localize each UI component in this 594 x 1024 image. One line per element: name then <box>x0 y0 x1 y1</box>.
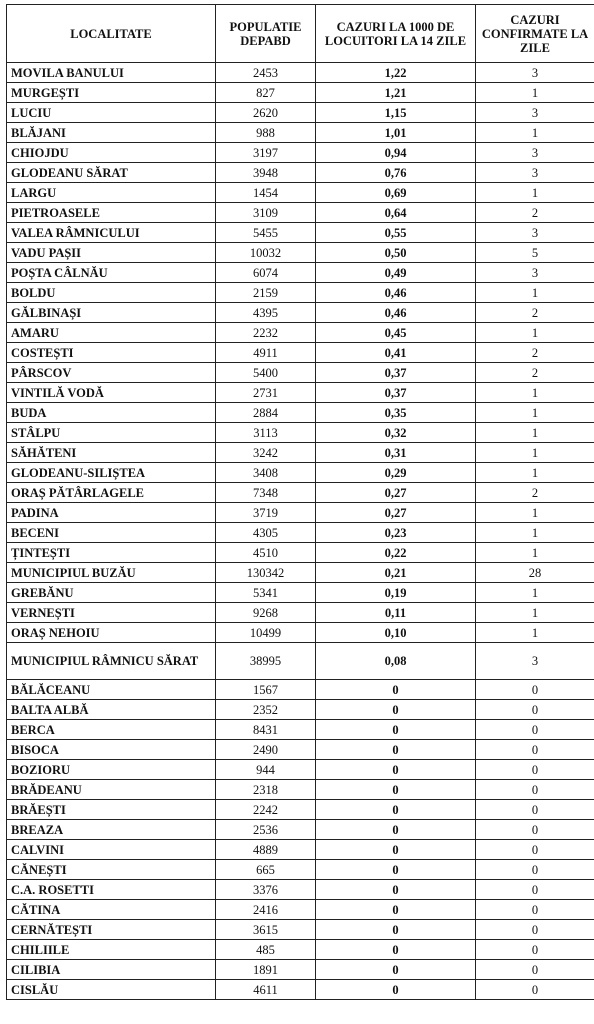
table-row <box>7 163 594 183</box>
cell-populatie: 10032 <box>216 243 316 263</box>
cell-populatie: 3113 <box>216 423 316 443</box>
table-row <box>7 203 594 223</box>
cell-rata: 0,31 <box>316 443 476 463</box>
table-row <box>7 563 594 583</box>
cell-rata: 0,41 <box>316 343 476 363</box>
cell-rata: 0,37 <box>316 363 476 383</box>
table-row <box>7 740 594 760</box>
cell-rata: 0,37 <box>316 383 476 403</box>
cell-populatie: 665 <box>216 860 316 880</box>
table-row <box>7 143 594 163</box>
cell-cazuri: 2 <box>476 343 594 363</box>
cell-localitate: GLODEANU-SILIȘTEA <box>7 463 216 483</box>
table-row <box>7 820 594 840</box>
cell-rata: 0,29 <box>316 463 476 483</box>
cell-cazuri: 3 <box>476 163 594 183</box>
cell-rata: 0,23 <box>316 523 476 543</box>
cell-rata: 0,19 <box>316 583 476 603</box>
cell-localitate: AMARU <box>7 323 216 343</box>
cell-localitate: CHILIILE <box>7 940 216 960</box>
cell-cazuri: 1 <box>476 603 594 623</box>
table-row <box>7 103 594 123</box>
cell-rata: 0,76 <box>316 163 476 183</box>
cell-localitate: GLODEANU SĂRAT <box>7 163 216 183</box>
cell-localitate: GREBĂNU <box>7 583 216 603</box>
cell-cazuri: 0 <box>476 920 594 940</box>
cell-rata: 0,27 <box>316 483 476 503</box>
header-populatie: POPULATIE DEPABD <box>216 5 316 63</box>
cell-cazuri: 0 <box>476 960 594 980</box>
cell-populatie: 130342 <box>216 563 316 583</box>
cell-rata: 0,27 <box>316 503 476 523</box>
cell-populatie: 988 <box>216 123 316 143</box>
header-localitate: LOCALITATE <box>7 5 216 63</box>
cell-cazuri: 0 <box>476 680 594 700</box>
table-row <box>7 700 594 720</box>
cell-cazuri: 1 <box>476 123 594 143</box>
cell-rata: 0,32 <box>316 423 476 443</box>
cell-cazuri: 0 <box>476 840 594 860</box>
cell-populatie: 3376 <box>216 880 316 900</box>
cell-localitate: VADU PAȘII <box>7 243 216 263</box>
cell-localitate: CERNĂTEȘTI <box>7 920 216 940</box>
cell-cazuri: 1 <box>476 423 594 443</box>
table-row <box>7 523 594 543</box>
cell-rata: 0 <box>316 740 476 760</box>
table-row <box>7 720 594 740</box>
cell-localitate: BERCA <box>7 720 216 740</box>
cell-rata: 1,15 <box>316 103 476 123</box>
cell-cazuri: 1 <box>476 83 594 103</box>
cell-localitate: LARGU <box>7 183 216 203</box>
cell-populatie: 5341 <box>216 583 316 603</box>
cell-populatie: 2884 <box>216 403 316 423</box>
table-row <box>7 760 594 780</box>
covid-incidence-table <box>6 4 594 1000</box>
cell-populatie: 3408 <box>216 463 316 483</box>
table-row <box>7 900 594 920</box>
cell-populatie: 4305 <box>216 523 316 543</box>
cell-cazuri: 0 <box>476 720 594 740</box>
cell-cazuri: 2 <box>476 363 594 383</box>
cell-localitate: ORAȘ NEHOIU <box>7 623 216 643</box>
cell-localitate: BĂLĂCEANU <box>7 680 216 700</box>
cell-localitate: VALEA RÂMNICULUI <box>7 223 216 243</box>
cell-rata: 0 <box>316 900 476 920</box>
table-header <box>7 5 594 63</box>
cell-populatie: 5455 <box>216 223 316 243</box>
cell-rata: 0,64 <box>316 203 476 223</box>
cell-rata: 0,94 <box>316 143 476 163</box>
cell-cazuri: 3 <box>476 263 594 283</box>
table-row <box>7 643 594 680</box>
cell-localitate: VINTILĂ VODĂ <box>7 383 216 403</box>
cell-cazuri: 0 <box>476 740 594 760</box>
table-row <box>7 263 594 283</box>
cell-populatie: 944 <box>216 760 316 780</box>
cell-populatie: 4611 <box>216 980 316 1000</box>
cell-populatie: 9268 <box>216 603 316 623</box>
table-row <box>7 583 594 603</box>
cell-rata: 0,35 <box>316 403 476 423</box>
header-rata: CAZURI LA 1000 DE LOCUITORI LA 14 ZILE <box>316 5 476 63</box>
cell-rata: 0 <box>316 780 476 800</box>
cell-rata: 1,22 <box>316 63 476 83</box>
cell-cazuri: 0 <box>476 940 594 960</box>
cell-rata: 0 <box>316 960 476 980</box>
cell-populatie: 1891 <box>216 960 316 980</box>
cell-populatie: 4911 <box>216 343 316 363</box>
cell-rata: 0,49 <box>316 263 476 283</box>
table-row <box>7 343 594 363</box>
cell-populatie: 2490 <box>216 740 316 760</box>
cell-populatie: 827 <box>216 83 316 103</box>
cell-cazuri: 1 <box>476 503 594 523</box>
cell-rata: 0,21 <box>316 563 476 583</box>
cell-localitate: MURGEȘTI <box>7 83 216 103</box>
cell-populatie: 7348 <box>216 483 316 503</box>
cell-cazuri: 1 <box>476 623 594 643</box>
table-row <box>7 483 594 503</box>
cell-rata: 1,21 <box>316 83 476 103</box>
table-row <box>7 183 594 203</box>
cell-cazuri: 2 <box>476 303 594 323</box>
cell-rata: 0,11 <box>316 603 476 623</box>
cell-localitate: CĂTINA <box>7 900 216 920</box>
cell-localitate: CHIOJDU <box>7 143 216 163</box>
table-row <box>7 623 594 643</box>
cell-localitate: C.A. ROSETTI <box>7 880 216 900</box>
table-row <box>7 960 594 980</box>
cell-populatie: 2536 <box>216 820 316 840</box>
cell-localitate: CALVINI <box>7 840 216 860</box>
cell-cazuri: 1 <box>476 403 594 423</box>
cell-rata: 0 <box>316 860 476 880</box>
document-page <box>6 4 594 1000</box>
cell-localitate: BREAZA <box>7 820 216 840</box>
cell-cazuri: 28 <box>476 563 594 583</box>
cell-populatie: 2318 <box>216 780 316 800</box>
cell-populatie: 1567 <box>216 680 316 700</box>
table-row <box>7 840 594 860</box>
table-row <box>7 383 594 403</box>
header-row <box>7 5 594 63</box>
cell-cazuri: 1 <box>476 283 594 303</box>
cell-cazuri: 1 <box>476 583 594 603</box>
cell-cazuri: 0 <box>476 880 594 900</box>
cell-rata: 0,46 <box>316 303 476 323</box>
table-row <box>7 323 594 343</box>
cell-cazuri: 3 <box>476 223 594 243</box>
cell-rata: 0 <box>316 760 476 780</box>
cell-cazuri: 1 <box>476 183 594 203</box>
cell-localitate: MOVILA BANULUI <box>7 63 216 83</box>
cell-populatie: 485 <box>216 940 316 960</box>
cell-populatie: 3242 <box>216 443 316 463</box>
cell-cazuri: 0 <box>476 800 594 820</box>
cell-cazuri: 3 <box>476 103 594 123</box>
cell-localitate: SĂHĂTENI <box>7 443 216 463</box>
table-row <box>7 680 594 700</box>
cell-cazuri: 1 <box>476 383 594 403</box>
cell-populatie: 2453 <box>216 63 316 83</box>
table-row <box>7 603 594 623</box>
cell-rata: 0 <box>316 880 476 900</box>
cell-localitate: STÂLPU <box>7 423 216 443</box>
cell-rata: 0,08 <box>316 643 476 680</box>
cell-localitate: CĂNEȘTI <box>7 860 216 880</box>
cell-localitate: GĂLBINAȘI <box>7 303 216 323</box>
table-row <box>7 980 594 1000</box>
cell-populatie: 3719 <box>216 503 316 523</box>
cell-rata: 0,50 <box>316 243 476 263</box>
cell-rata: 0,46 <box>316 283 476 303</box>
cell-populatie: 4510 <box>216 543 316 563</box>
cell-localitate: BUDA <box>7 403 216 423</box>
cell-cazuri: 2 <box>476 203 594 223</box>
cell-populatie: 2159 <box>216 283 316 303</box>
table-row <box>7 443 594 463</box>
table-row <box>7 303 594 323</box>
table-row <box>7 243 594 263</box>
cell-localitate: BECENI <box>7 523 216 543</box>
cell-populatie: 3948 <box>216 163 316 183</box>
cell-cazuri: 0 <box>476 760 594 780</box>
cell-rata: 0,10 <box>316 623 476 643</box>
cell-rata: 0 <box>316 840 476 860</box>
cell-rata: 0,22 <box>316 543 476 563</box>
cell-localitate: BISOCA <box>7 740 216 760</box>
cell-cazuri: 1 <box>476 323 594 343</box>
cell-localitate: PIETROASELE <box>7 203 216 223</box>
cell-localitate: PÂRSCOV <box>7 363 216 383</box>
cell-cazuri: 1 <box>476 523 594 543</box>
cell-localitate: COSTEȘTI <box>7 343 216 363</box>
header-cazuri: CAZURI CONFIRMATE LA ZILE <box>476 5 594 63</box>
cell-localitate: BOZIORU <box>7 760 216 780</box>
cell-rata: 0 <box>316 940 476 960</box>
cell-cazuri: 1 <box>476 543 594 563</box>
table-body <box>7 63 594 1000</box>
cell-populatie: 2232 <box>216 323 316 343</box>
cell-populatie: 38995 <box>216 643 316 680</box>
cell-populatie: 2352 <box>216 700 316 720</box>
cell-cazuri: 3 <box>476 63 594 83</box>
table-row <box>7 780 594 800</box>
cell-localitate: PADINA <box>7 503 216 523</box>
cell-rata: 0 <box>316 820 476 840</box>
cell-populatie: 8431 <box>216 720 316 740</box>
cell-cazuri: 0 <box>476 700 594 720</box>
table-row <box>7 463 594 483</box>
cell-populatie: 2731 <box>216 383 316 403</box>
table-row <box>7 543 594 563</box>
cell-populatie: 6074 <box>216 263 316 283</box>
table-row <box>7 860 594 880</box>
cell-cazuri: 5 <box>476 243 594 263</box>
cell-localitate: CISLĂU <box>7 980 216 1000</box>
cell-populatie: 2242 <box>216 800 316 820</box>
cell-localitate: LUCIU <box>7 103 216 123</box>
cell-cazuri: 1 <box>476 443 594 463</box>
table-row <box>7 63 594 83</box>
cell-populatie: 3197 <box>216 143 316 163</box>
table-row <box>7 940 594 960</box>
cell-rata: 0 <box>316 680 476 700</box>
cell-rata: 0,55 <box>316 223 476 243</box>
cell-rata: 1,01 <box>316 123 476 143</box>
cell-cazuri: 3 <box>476 143 594 163</box>
cell-cazuri: 0 <box>476 780 594 800</box>
cell-cazuri: 3 <box>476 643 594 680</box>
cell-cazuri: 1 <box>476 463 594 483</box>
cell-populatie: 4395 <box>216 303 316 323</box>
table-row <box>7 223 594 243</box>
cell-rata: 0,69 <box>316 183 476 203</box>
cell-cazuri: 2 <box>476 483 594 503</box>
cell-rata: 0 <box>316 720 476 740</box>
cell-populatie: 10499 <box>216 623 316 643</box>
cell-populatie: 1454 <box>216 183 316 203</box>
cell-localitate: CILIBIA <box>7 960 216 980</box>
cell-rata: 0 <box>316 920 476 940</box>
table-row <box>7 800 594 820</box>
table-row <box>7 83 594 103</box>
table-row <box>7 503 594 523</box>
cell-populatie: 3109 <box>216 203 316 223</box>
cell-localitate: ȚINTEȘTI <box>7 543 216 563</box>
table-row <box>7 363 594 383</box>
table-row <box>7 920 594 940</box>
cell-cazuri: 0 <box>476 980 594 1000</box>
table-row <box>7 423 594 443</box>
cell-localitate: MUNICIPIUL RÂMNICU SĂRAT <box>7 643 216 680</box>
cell-rata: 0 <box>316 980 476 1000</box>
cell-localitate: BOLDU <box>7 283 216 303</box>
cell-rata: 0,45 <box>316 323 476 343</box>
cell-populatie: 3615 <box>216 920 316 940</box>
cell-localitate: BALTA ALBĂ <box>7 700 216 720</box>
table-row <box>7 403 594 423</box>
cell-localitate: VERNEȘTI <box>7 603 216 623</box>
table-row <box>7 123 594 143</box>
cell-populatie: 2620 <box>216 103 316 123</box>
cell-cazuri: 0 <box>476 820 594 840</box>
cell-cazuri: 0 <box>476 900 594 920</box>
cell-localitate: POȘTA CÂLNĂU <box>7 263 216 283</box>
cell-populatie: 2416 <box>216 900 316 920</box>
cell-rata: 0 <box>316 700 476 720</box>
table-row <box>7 283 594 303</box>
cell-populatie: 5400 <box>216 363 316 383</box>
cell-localitate: BRĂDEANU <box>7 780 216 800</box>
cell-cazuri: 0 <box>476 860 594 880</box>
cell-populatie: 4889 <box>216 840 316 860</box>
cell-rata: 0 <box>316 800 476 820</box>
cell-localitate: BLĂJANI <box>7 123 216 143</box>
cell-localitate: BRĂEȘTI <box>7 800 216 820</box>
cell-localitate: MUNICIPIUL BUZĂU <box>7 563 216 583</box>
cell-localitate: ORAȘ PĂTÂRLAGELE <box>7 483 216 503</box>
table-row <box>7 880 594 900</box>
